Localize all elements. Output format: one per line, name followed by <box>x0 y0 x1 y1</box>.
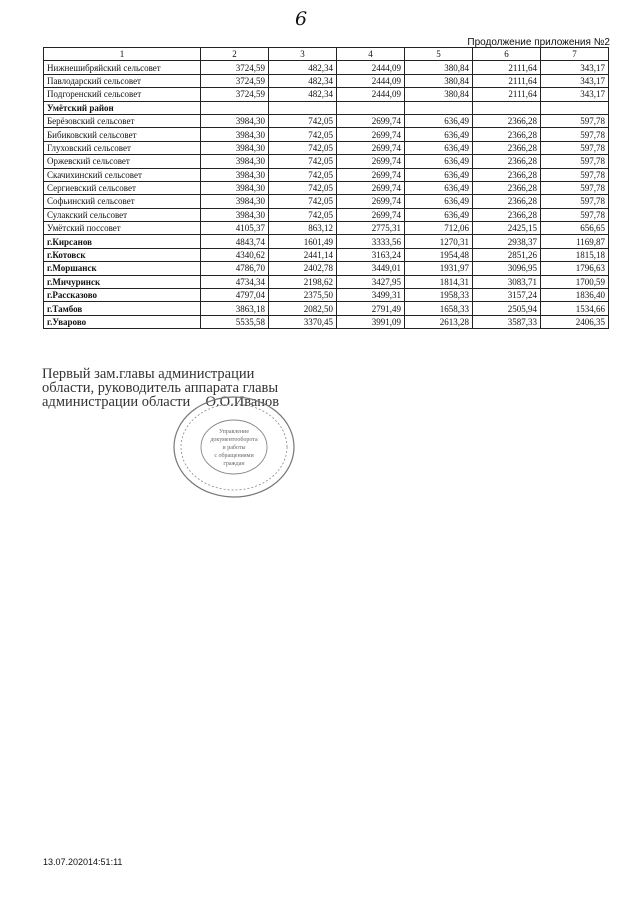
row-name-cell: Подгоренский сельсовет <box>44 88 201 101</box>
value-cell: 1700,59 <box>541 275 609 288</box>
table-row <box>44 302 609 315</box>
value-cell: 5535,58 <box>201 315 269 328</box>
value-cell: 3984,30 <box>201 168 269 181</box>
stamp-text: граждан <box>223 461 245 467</box>
table-row <box>44 195 609 208</box>
value-cell: 597,78 <box>541 168 609 181</box>
value-cell: 636,49 <box>405 181 473 194</box>
table-row <box>44 114 609 127</box>
value-cell: 3724,59 <box>201 74 269 87</box>
value-cell: 2366,28 <box>473 208 541 221</box>
row-name-cell: Сулакский сельсовет <box>44 208 201 221</box>
value-cell: 4786,70 <box>201 262 269 275</box>
value-cell: 2444,09 <box>337 88 405 101</box>
value-cell: 2699,74 <box>337 195 405 208</box>
row-name-cell: Оржевский сельсовет <box>44 155 201 168</box>
value-cell <box>541 101 609 114</box>
table-row <box>44 168 609 181</box>
value-cell: 2366,28 <box>473 114 541 127</box>
column-header: 4 <box>337 48 405 61</box>
value-cell: 636,49 <box>405 195 473 208</box>
row-name-cell: Глуховский сельсовет <box>44 141 201 154</box>
table-row <box>44 275 609 288</box>
stamp-text: с обращениями <box>214 453 254 459</box>
value-cell: 2613,28 <box>405 315 473 328</box>
value-cell: 4340,62 <box>201 248 269 261</box>
signature-line: области, руководитель аппарата главы <box>42 380 279 396</box>
value-cell: 2375,50 <box>269 289 337 302</box>
value-cell: 2699,74 <box>337 208 405 221</box>
table-header-row <box>44 48 609 61</box>
stamp-text: документооборота <box>210 437 258 443</box>
value-cell: 3984,30 <box>201 181 269 194</box>
row-name-cell: Павлодарский сельсовет <box>44 74 201 87</box>
value-cell: 3724,59 <box>201 88 269 101</box>
signatory-name: О.О.Иванов <box>205 394 280 410</box>
value-cell: 742,05 <box>269 195 337 208</box>
row-name-cell: г.Кирсанов <box>44 235 201 248</box>
table-row <box>44 208 609 221</box>
row-name-cell: Умётский поссовет <box>44 222 201 235</box>
row-name-cell: г.Тамбов <box>44 302 201 315</box>
value-cell: 4797,04 <box>201 289 269 302</box>
table-row <box>44 141 609 154</box>
value-cell: 597,78 <box>541 181 609 194</box>
value-cell: 380,84 <box>405 88 473 101</box>
value-cell: 2441,14 <box>269 248 337 261</box>
row-name-cell: Берёзовский сельсовет <box>44 114 201 127</box>
table-row <box>44 262 609 275</box>
value-cell: 597,78 <box>541 155 609 168</box>
value-cell <box>269 101 337 114</box>
value-cell: 3163,24 <box>337 248 405 261</box>
value-cell: 482,34 <box>269 74 337 87</box>
row-name-cell: г.Уварово <box>44 315 201 328</box>
value-cell: 4105,37 <box>201 222 269 235</box>
value-cell: 2444,09 <box>337 74 405 87</box>
value-cell: 1658,33 <box>405 302 473 315</box>
value-cell: 2791,49 <box>337 302 405 315</box>
value-cell: 2198,62 <box>269 275 337 288</box>
value-cell: 380,84 <box>405 74 473 87</box>
value-cell: 636,49 <box>405 208 473 221</box>
value-cell: 2366,28 <box>473 128 541 141</box>
signature-line: Первый зам.главы администрации <box>42 366 255 382</box>
value-cell: 4734,34 <box>201 275 269 288</box>
value-cell: 1601,49 <box>269 235 337 248</box>
value-cell: 1954,48 <box>405 248 473 261</box>
row-name-cell: Софьинский сельсовет <box>44 195 201 208</box>
table-row <box>44 128 609 141</box>
value-cell: 3427,95 <box>337 275 405 288</box>
value-cell: 636,49 <box>405 141 473 154</box>
value-cell <box>405 101 473 114</box>
table-row <box>44 235 609 248</box>
value-cell: 3863,18 <box>201 302 269 315</box>
value-cell: 2366,28 <box>473 155 541 168</box>
value-cell: 2851,26 <box>473 248 541 261</box>
value-cell: 3984,30 <box>201 208 269 221</box>
value-cell: 2366,28 <box>473 181 541 194</box>
value-cell: 2111,64 <box>473 61 541 74</box>
value-cell: 742,05 <box>269 128 337 141</box>
row-name-cell: Нижнешибряйский сельсовет <box>44 61 201 74</box>
value-cell: 2938,37 <box>473 235 541 248</box>
value-cell: 863,12 <box>269 222 337 235</box>
table-row <box>44 88 609 101</box>
value-cell: 3499,31 <box>337 289 405 302</box>
table-row <box>44 74 609 87</box>
value-cell: 597,78 <box>541 195 609 208</box>
value-cell: 636,49 <box>405 114 473 127</box>
value-cell: 4843,74 <box>201 235 269 248</box>
value-cell: 3333,56 <box>337 235 405 248</box>
value-cell: 1534,66 <box>541 302 609 315</box>
value-cell: 3157,24 <box>473 289 541 302</box>
continuation-label: Продолжение приложения №2 <box>467 37 610 48</box>
value-cell: 1836,40 <box>541 289 609 302</box>
value-cell: 2775,31 <box>337 222 405 235</box>
row-name-cell: г.Мичуринск <box>44 275 201 288</box>
value-cell: 3083,71 <box>473 275 541 288</box>
value-cell: 3724,59 <box>201 61 269 74</box>
row-name-cell: г.Моршанск <box>44 262 201 275</box>
value-cell: 2699,74 <box>337 181 405 194</box>
column-header: 6 <box>473 48 541 61</box>
table-body <box>44 61 609 329</box>
value-cell: 3096,95 <box>473 262 541 275</box>
value-cell: 3984,30 <box>201 155 269 168</box>
value-cell: 343,17 <box>541 88 609 101</box>
value-cell: 2425,15 <box>473 222 541 235</box>
stamp-text: Управление <box>218 429 250 435</box>
value-cell: 2366,28 <box>473 195 541 208</box>
value-cell: 3984,30 <box>201 195 269 208</box>
value-cell: 597,78 <box>541 141 609 154</box>
value-cell: 1270,31 <box>405 235 473 248</box>
column-header: 3 <box>269 48 337 61</box>
value-cell: 1796,63 <box>541 262 609 275</box>
value-cell: 1169,87 <box>541 235 609 248</box>
column-header: 5 <box>405 48 473 61</box>
row-name-cell: Бибиковский сельсовет <box>44 128 201 141</box>
table-row <box>44 315 609 328</box>
row-name-cell: Сергиевский сельсовет <box>44 181 201 194</box>
value-cell: 2444,09 <box>337 61 405 74</box>
value-cell: 597,78 <box>541 114 609 127</box>
value-cell: 742,05 <box>269 168 337 181</box>
value-cell: 656,65 <box>541 222 609 235</box>
value-cell: 3587,33 <box>473 315 541 328</box>
value-cell: 482,34 <box>269 88 337 101</box>
value-cell: 2699,74 <box>337 168 405 181</box>
table-row <box>44 101 609 114</box>
column-header: 7 <box>541 48 609 61</box>
row-name-cell: г.Рассказово <box>44 289 201 302</box>
value-cell: 712,06 <box>405 222 473 235</box>
value-cell <box>473 101 541 114</box>
table-row <box>44 222 609 235</box>
value-cell: 343,17 <box>541 61 609 74</box>
table-row <box>44 181 609 194</box>
value-cell: 742,05 <box>269 208 337 221</box>
value-cell: 2699,74 <box>337 141 405 154</box>
signature-line: администрации области <box>42 394 191 410</box>
value-cell: 2505,94 <box>473 302 541 315</box>
official-stamp <box>170 392 298 502</box>
value-cell: 3991,09 <box>337 315 405 328</box>
value-cell: 742,05 <box>269 155 337 168</box>
value-cell: 597,78 <box>541 128 609 141</box>
value-cell: 636,49 <box>405 168 473 181</box>
value-cell: 3370,45 <box>269 315 337 328</box>
value-cell: 636,49 <box>405 155 473 168</box>
data-table <box>43 47 609 329</box>
value-cell: 1931,97 <box>405 262 473 275</box>
value-cell: 3984,30 <box>201 141 269 154</box>
value-cell: 2699,74 <box>337 128 405 141</box>
value-cell <box>337 101 405 114</box>
value-cell: 742,05 <box>269 141 337 154</box>
column-header: 1 <box>44 48 201 61</box>
value-cell: 2366,28 <box>473 168 541 181</box>
column-header: 2 <box>201 48 269 61</box>
value-cell: 3984,30 <box>201 128 269 141</box>
page-number: 6 <box>295 8 308 30</box>
value-cell: 636,49 <box>405 128 473 141</box>
value-cell: 1815,18 <box>541 248 609 261</box>
value-cell: 2082,50 <box>269 302 337 315</box>
value-cell: 380,84 <box>405 61 473 74</box>
table-row <box>44 61 609 74</box>
table-row <box>44 289 609 302</box>
footer-timestamp: 13.07.202014:51:11 <box>43 857 123 867</box>
value-cell: 1958,33 <box>405 289 473 302</box>
value-cell: 2366,28 <box>473 141 541 154</box>
value-cell: 3984,30 <box>201 114 269 127</box>
table-row <box>44 155 609 168</box>
value-cell: 597,78 <box>541 208 609 221</box>
value-cell: 2699,74 <box>337 155 405 168</box>
stamp-text: и работы <box>222 445 246 451</box>
value-cell: 343,17 <box>541 74 609 87</box>
value-cell <box>201 101 269 114</box>
row-name-cell: г.Котовск <box>44 248 201 261</box>
value-cell: 2406,35 <box>541 315 609 328</box>
table-row <box>44 248 609 261</box>
row-name-cell: Скачихинский сельсовет <box>44 168 201 181</box>
value-cell: 482,34 <box>269 61 337 74</box>
value-cell: 742,05 <box>269 181 337 194</box>
value-cell: 2699,74 <box>337 114 405 127</box>
value-cell: 742,05 <box>269 114 337 127</box>
value-cell: 3449,01 <box>337 262 405 275</box>
row-name-cell: Умётский район <box>44 101 201 114</box>
value-cell: 1814,31 <box>405 275 473 288</box>
value-cell: 2402,78 <box>269 262 337 275</box>
value-cell: 2111,64 <box>473 74 541 87</box>
value-cell: 2111,64 <box>473 88 541 101</box>
